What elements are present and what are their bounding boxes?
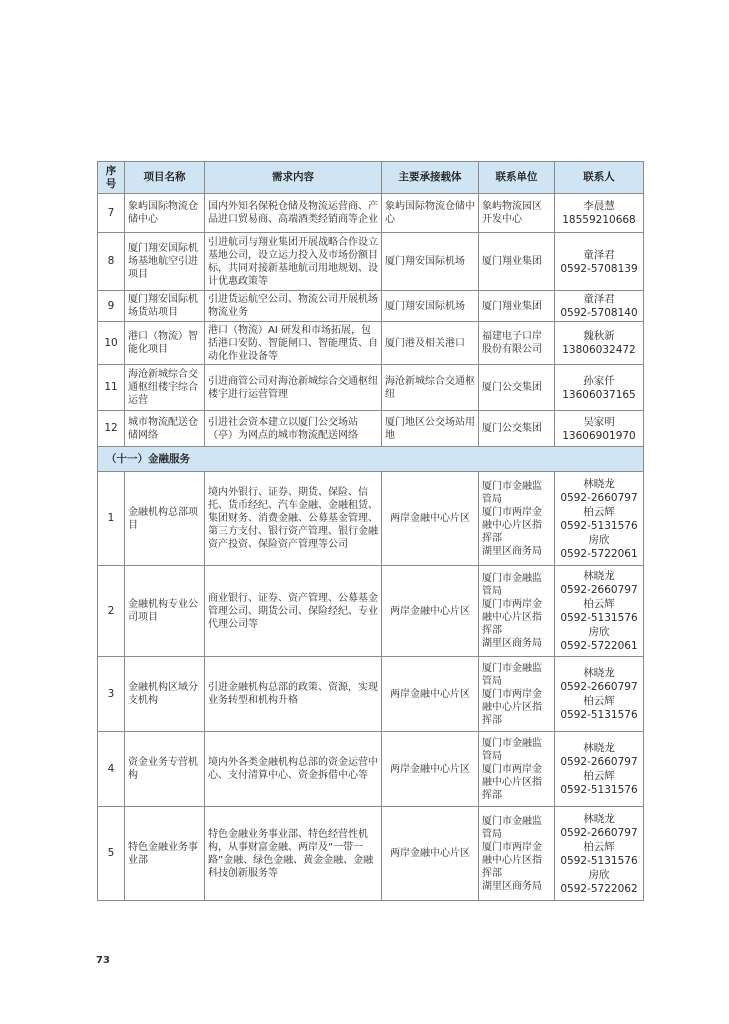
contact-line: 李晨慧 [583,200,615,212]
contact-unit-line: 厦门市两岸金融中心片区指挥部 [482,506,542,544]
demand-content: 引进航司与翔业集团开展战略合作设立基地公司，设立运力投入及市场份额目标，共同对接新基地航司用地规划、设计优惠政策等 [205,233,382,291]
project-name: 厦门翔安国际机场基地航空引进项目 [125,233,205,291]
carrier: 象屿国际物流仓储中心 [382,194,479,233]
demand-content: 商业银行、证券、资产管理、公募基金管理公司、期货公司、保险经纪、专业代理公司等 [205,566,382,657]
contact-line: 柏云辉 [583,840,615,853]
contact-line: 林晓龙 [583,667,615,679]
contact-line: 0592-2660797 [560,491,638,504]
contact-line: 0592-2660797 [560,584,638,596]
table-body-logistics [98,194,644,447]
contact-unit-line: 湖里区商务局 [482,638,542,649]
header-project-name: 项目名称 [125,162,205,194]
demand-content: 境内外银行、证券、期货、保险、信托、货币经纪、汽车金融、金融租赁、集团财务、消费金融、公募基金管理、第三方支付、银行资产管理、银行金融资产投资、保险资产管理等公司 [205,472,382,566]
project-table [97,161,644,901]
carrier: 海沧新城综合交通枢纽 [382,365,479,411]
contact-line: 柏云辉 [583,598,615,610]
contact-unit-line: 厦门市两岸金融中心片区指挥部 [482,688,542,726]
table-row [98,732,644,807]
row-number: 4 [98,732,125,807]
contact-line: 0592-2660797 [560,681,638,693]
carrier: 厦门港及相关港口 [382,322,479,365]
table-row [98,194,644,233]
contact-line: 0592-5131576 [560,709,638,721]
project-name: 资金业务专营机构 [125,732,205,807]
carrier: 两岸金融中心片区 [382,732,479,807]
contact-unit: 福建电子口岸股份有限公司 [479,322,555,365]
contact-line: 房欣 [588,533,610,546]
contact-unit: 厦门公交集团 [479,365,555,411]
contact-line: 0592-5131576 [560,854,638,867]
contact-unit [479,657,555,732]
contact-unit-line: 厦门市金融监管局 [482,815,542,840]
contact-unit-line: 厦门市两岸金融中心片区指挥部 [482,763,542,801]
contact-unit: 厦门翔业集团 [479,233,555,291]
contact-unit-line: 厦门市金融监管局 [482,480,542,505]
table-row [98,291,644,322]
contact-line: 13806032472 [562,344,636,356]
row-number: 7 [98,194,125,233]
contact-person [555,365,644,411]
contact-line: 柏云辉 [583,505,615,518]
section-title: （十一）金融服务 [98,447,644,472]
table-row [98,472,644,566]
demand-content: 引进金融机构总部的政策、资源，实现业务转型和机构升格 [205,657,382,732]
contact-line: 林晓龙 [583,570,615,582]
contact-person [555,472,644,566]
contact-person [555,807,644,901]
contact-line: 房欣 [588,868,610,881]
contact-unit [479,472,555,566]
contact-person [555,233,644,291]
table-row [98,566,644,657]
table-row [98,365,644,411]
contact-unit-line: 湖里区商务局 [482,545,542,557]
contact-unit-line: 厦门市两岸金融中心片区指挥部 [482,599,542,636]
row-number: 11 [98,365,125,411]
project-name: 城市物流配送仓储网络 [125,411,205,447]
contact-line: 童泽君 [583,248,615,261]
contact-line: 0592-5708139 [560,262,638,275]
project-name: 厦门翔安国际机场货站项目 [125,291,205,322]
demand-content: 国内外知名保税仓储及物流运营商、产品进口贸易商、高端酒类经销商等企业 [205,194,382,233]
contact-unit-line: 湖里区商务局 [482,880,542,892]
contact-person [555,322,644,365]
contact-person [555,194,644,233]
carrier: 厦门翔安国际机场 [382,233,479,291]
demand-content: 引进货运航空公司、物流公司开展机场物流业务 [205,291,382,322]
contact-line: 0592-2660797 [560,826,638,839]
contact-line: 孙家仟 [583,374,615,387]
contact-unit [479,732,555,807]
header-contact: 联系人 [555,162,644,194]
contact-person [555,566,644,657]
row-number: 2 [98,566,125,657]
contact-line: 0592-5131576 [560,519,638,532]
project-name: 金融机构专业公司项目 [125,566,205,657]
contact-unit: 象屿物流园区开发中心 [479,194,555,233]
table-row [98,657,644,732]
contact-person [555,732,644,807]
contact-unit-line: 厦门市两岸金融中心片区指挥部 [482,841,542,879]
table-header-row [98,162,644,194]
contact-line: 18559210668 [562,214,636,226]
carrier: 两岸金融中心片区 [382,657,479,732]
contact-line: 魏秋新 [583,330,615,342]
table-row [98,411,644,447]
contact-unit-line: 厦门市金融监管局 [482,737,542,762]
header-carrier: 主要承接载体 [382,162,479,194]
contact-person [555,657,644,732]
contact-line: 柏云辉 [583,695,615,707]
contact-line: 房欣 [588,626,610,638]
contact-unit [479,566,555,657]
table-row [98,233,644,291]
row-number: 10 [98,322,125,365]
contact-line: 林晓龙 [583,812,615,825]
table-body-section [98,447,644,472]
row-number: 9 [98,291,125,322]
header-no: 序号 [98,162,125,194]
contact-line: 柏云辉 [583,770,615,782]
contact-line: 0592-5708140 [560,307,638,319]
table-body-finance [98,472,644,901]
contact-unit: 厦门公交集团 [479,411,555,447]
project-table-container [97,161,643,901]
row-number: 8 [98,233,125,291]
carrier: 两岸金融中心片区 [382,472,479,566]
project-name: 特色金融业务事业部 [125,807,205,901]
carrier: 厦门翔安国际机场 [382,291,479,322]
contact-line: 13606037165 [562,388,636,401]
demand-content: 引进社会资本建立以厦门公交场站（亭）为网点的城市物流配送网络 [205,411,382,447]
demand-content: 港口（物流）AI 研发和市场拓展，包括港口安防、智能闸口、智能理货、自动化作业设备等 [205,322,382,365]
contact-unit-line: 厦门市金融监管局 [482,573,542,597]
contact-line: 0592-2660797 [560,756,638,768]
page-number: 73 [96,955,110,966]
table-row [98,807,644,901]
contact-unit: 厦门翔业集团 [479,291,555,322]
header-unit: 联系单位 [479,162,555,194]
contact-line: 13606901970 [562,429,636,442]
row-number: 12 [98,411,125,447]
contact-unit [479,807,555,901]
contact-line: 林晓龙 [583,742,615,754]
carrier: 厦门地区公交场站用地 [382,411,479,447]
project-name: 象屿国际物流仓储中心 [125,194,205,233]
row-number: 1 [98,472,125,566]
row-number: 5 [98,807,125,901]
demand-content: 特色金融业务事业部、特色经营性机构，从事财富金融、两岸及“一带一路”金融、绿色金融、黄金金融、金融科技创新服务等 [205,807,382,901]
contact-person [555,291,644,322]
carrier: 两岸金融中心片区 [382,566,479,657]
header-demand: 需求内容 [205,162,382,194]
contact-line: 童泽君 [583,293,615,305]
row-number: 3 [98,657,125,732]
carrier: 两岸金融中心片区 [382,807,479,901]
section-row [98,447,644,472]
contact-unit-line: 厦门市金融监管局 [482,662,542,687]
contact-line: 0592-5131576 [560,784,638,796]
table-row [98,322,644,365]
contact-line: 0592-5722062 [560,882,638,895]
contact-line: 0592-5131576 [560,612,638,624]
contact-line: 0592-5722061 [560,547,638,560]
contact-line: 0592-5722061 [560,640,638,652]
project-name: 海沧新城综合交通枢纽楼宇综合运营 [125,365,205,411]
demand-content: 引进商管公司对海沧新城综合交通枢纽楼宇进行运营管理 [205,365,382,411]
contact-line: 吴家明 [583,415,615,428]
project-name: 金融机构区域分支机构 [125,657,205,732]
demand-content: 境内外各类金融机构总部的资金运营中心、支付清算中心、资金拆借中心等 [205,732,382,807]
contact-line: 林晓龙 [583,477,615,490]
project-name: 港口（物流）智能化项目 [125,322,205,365]
project-name: 金融机构总部项目 [125,472,205,566]
contact-person [555,411,644,447]
